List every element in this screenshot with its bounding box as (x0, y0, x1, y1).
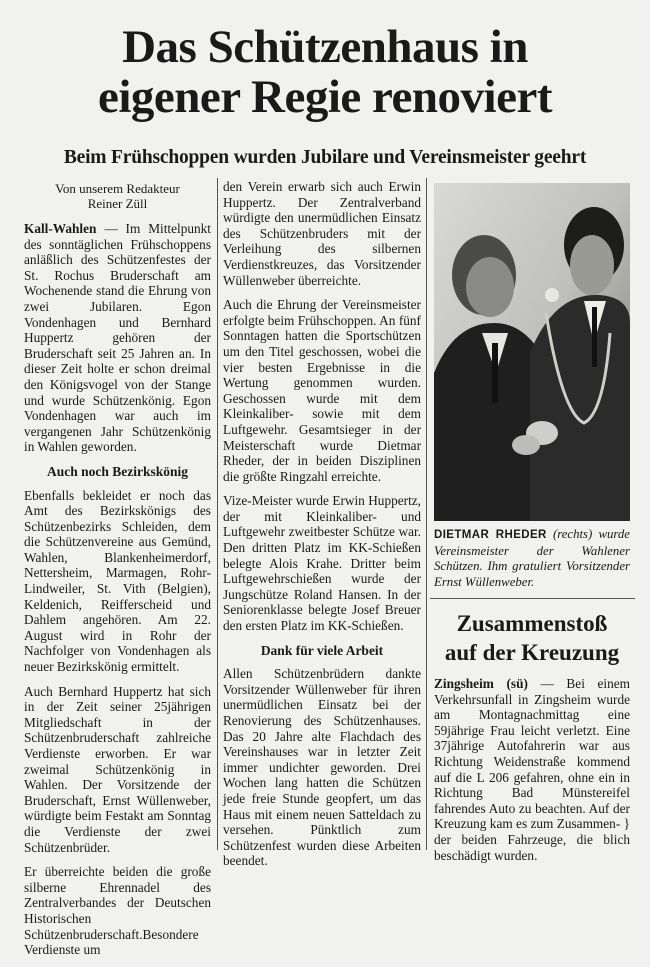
subheadline: Beim Frühschoppen wurden Jubilare und Vereinsmeister geehrt (63, 147, 587, 168)
subtitle-dank: Dank für viele Arbeit (260, 642, 384, 658)
paragraph-text: — Im Mittelpunkt des sonntäglichen Frühschoppens anläßlich des Schützenfestes der St. Rochus Bruderschaft am Wochenende stand die Ehrung von zwei Jubilaren. Egon Vondenhagen und Bernhard Huppertz gehören der Bruderschaft seit 25 Jahren an. In dieser Zeit holte er schon dreimal den Königsvogel von der Stange und wurde Schützenkönig. Egon Vondenhagen war auch im vergangenen Jahr Schützenkönig in Wahlen geworden. (24, 221, 212, 455)
paragraph: den Verein erwarb sich auch Erwin Huppertz. Der Zentralverband würdigte den unermüdlichen Einsatz des Schützenbruders mit der Verleihung des silbernen Verdienstkreuzes, das Vorsitzender Wüllenweber überreichte. (223, 179, 421, 288)
article-separator (430, 598, 635, 599)
dateline: Kall-Wahlen (24, 221, 97, 236)
paragraph: Auch die Ehrung der Vereinsmeister erfolgte beim Frühschoppen. An fünf Sonntagen hatten die Sportschützen um den Titel geschossen, wobei die vier besten Ergebnisse in die Wertung genommen wurden. Geschossen wurde mit dem Kleinkaliber- sowie mit dem Luftgewehr. Gesamtsieger in der Meisterschaft wurde Dietmar Rheder, der in beiden Disziplinen die größte Ringzahl erreichte. (223, 297, 421, 484)
paragraph: Auch Bernhard Huppertz hat sich in der Zeit seiner 25jährigen Mitgliedschaft in der Schützenbruderschaft zahlreiche Verdienste erworben. Er war zweimal Schützenkönig in Wahlen. Der Vorsitzende der Bruderschaft, Ernst Wüllenweber, würdigte beim Festakt am Sonntag die Verdienste der zwei Schützenbrüder. (24, 683, 211, 855)
byline-line-2: Reiner Züll (87, 196, 148, 211)
column-rule-1 (217, 178, 218, 850)
second-headline-line-1: Zusammenstoß (456, 611, 608, 636)
column-1 (24, 181, 211, 967)
second-dateline: Zingsheim (sü) (434, 676, 528, 691)
second-headline-line-2: auf der Kreuzung (444, 640, 620, 665)
paragraph: Vize-Meister wurde Erwin Huppertz, der mit Kleinkaliber- und Luftgewehr zweitbester Schütze war. Den dritten Platz im KK-Schießen belegte Alois Krahe. Dritter beim Luftgewehrschießen wurde der Jungschütze Roland Hansen. In der Seniorenklasse belegte Josef Breuer den ersten Platz im KK-Schießen. (223, 493, 421, 634)
subtitle-bezirkskoenig: Auch noch Bezirkskönig (46, 463, 189, 479)
byline (24, 181, 211, 211)
paragraph (24, 221, 211, 455)
paragraph: Er überreichte beiden die große silberne Ehrennadel des Zentralverbandes der Deutschen Historischen Schützenbruderschaft.Besondere Verdienste um (24, 864, 211, 958)
byline-line-1: Von unserem Redakteur (55, 181, 180, 196)
headline (0, 22, 650, 122)
headline-line-2: eigener Regie renoviert (98, 71, 552, 123)
column-rule-2 (426, 178, 427, 850)
paragraph (434, 676, 630, 863)
headline-line-1: Das Schützenhaus in (122, 21, 528, 73)
second-headline (434, 609, 630, 667)
paragraph-text: — Bei einem Verkehrsunfall in Zingsheim wurde am Montagnachmittag eine 59jährige Frau leicht verletzt. Eine 37jährige Autofahrerin war aus Richtung Weidenstraße kommend auf die L 206 gefahren, ohne ein in Richtung Bad Münstereifel fahrendes Auto zu beachten. Auf der Kreuzung kam es zum Zusammen- } der beiden Fahrzeuge, die blich beschädigt wurden. (434, 676, 630, 863)
photo-caption (434, 527, 630, 590)
caption-name: DIETMAR RHEDER (434, 529, 547, 541)
second-article-body (434, 676, 630, 872)
photo-illustration (434, 183, 630, 521)
caption-text: (rechts) wurde Vereinsmeister der Wahlener Schützen. Ihm gratuliert Vorsitzender Ernst Wüllenweber. (434, 527, 630, 589)
paragraph: Allen Schützenbrüdern dankte Vorsitzender Wüllenweber für ihren unermüdlichen Einsatz bei der Renovierung des Schützenhauses. Das 20 Jahre alte Flachdach des Vereinshauses war in letzter Zeit immer undichter geworden. Drei Wochen lang hatten die Schützen jede freie Stunde geopfert, um das Haus mit einem neuen Satteldach zu versehen. Pünktlich zum Schützenfest wurden diese Arbeiten beendet. (223, 666, 421, 869)
news-photo (434, 183, 630, 521)
column-2 (223, 179, 421, 878)
paragraph: Ebenfalls bekleidet er noch das Amt des Bezirkskönigs des Schützenbezirks Schleiden, dem die Schützenvereine aus Gemünd, Wahlen, Blankenheimerdorf, Nettersheim, Marmagen, Rohr-Lindweiler, St. Vith (Belgien), Keldenich, Reifferscheid und Dahlem angehören. Am 22. August wird in Rohr der Nachfolger von Vondenhagen als neuer Bezirkskönig ermittelt. (24, 487, 211, 675)
